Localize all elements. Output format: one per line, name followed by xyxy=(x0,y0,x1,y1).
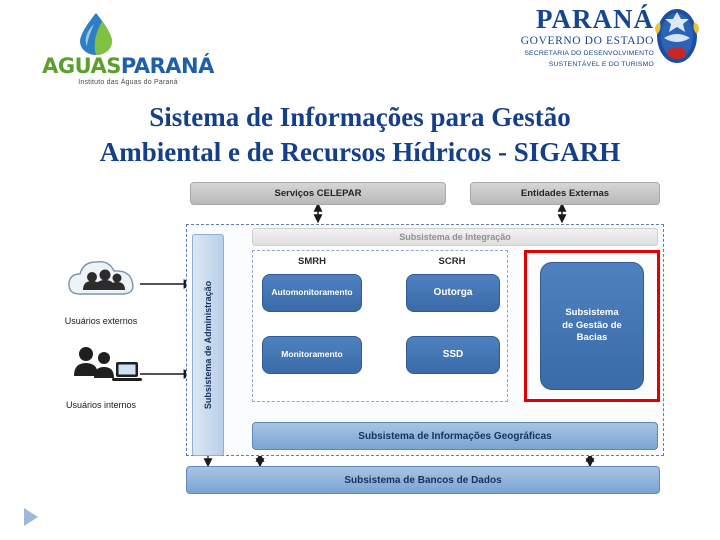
state-name: PARANÁ xyxy=(536,4,654,34)
entidades-externas-box[interactable] xyxy=(470,182,660,205)
subsistema-administracao-box[interactable] xyxy=(192,234,224,456)
sig-label: Subsistema de Informações Geográficas xyxy=(358,430,552,442)
subsistema-bancos-dados-box[interactable] xyxy=(186,466,660,494)
ssd-box[interactable] xyxy=(406,336,500,374)
monitoramento-box[interactable] xyxy=(262,336,362,374)
page-title xyxy=(0,100,720,169)
secretary-line-1: SECRETARIA DO DESENVOLVIMENTO xyxy=(524,50,654,57)
play-triangle-icon[interactable] xyxy=(24,508,38,526)
entidades-externas-label: Entidades Externas xyxy=(520,188,610,199)
monitoramento-label: Monitoramento xyxy=(281,349,343,360)
aguas-parana-logo xyxy=(28,10,228,88)
government-name: GOVERNO DO ESTADO xyxy=(520,35,654,47)
servicos-celepar-label: Serviços CELEPAR xyxy=(274,188,362,199)
subsistema-integracao-bar[interactable] xyxy=(252,228,658,246)
users-group-icon xyxy=(68,342,142,394)
smrh-group-label: SMRH xyxy=(298,256,326,267)
usuarios-externos-label: Usuários externos xyxy=(64,316,138,326)
servicos-celepar-box[interactable] xyxy=(190,182,446,205)
automonitoramento-box[interactable] xyxy=(262,274,362,312)
smrh-scrh-container xyxy=(252,250,508,402)
logo-subtitle: Instituto das Águas do Paraná xyxy=(78,79,178,86)
subsistema-administracao-label: Subsistema de Administração xyxy=(203,280,213,410)
sigarh-architecture-diagram xyxy=(0,174,720,504)
subsistema-gestao-bacias-label: Subsistema de Gestão de Bacias xyxy=(562,306,622,344)
outorga-label: Outorga xyxy=(433,287,473,299)
title-line-1: Sistema de Informações para Gestão xyxy=(149,102,571,132)
subsistema-integracao-label: Subsistema de Integração xyxy=(399,232,511,242)
bancos-dados-label: Subsistema de Bancos de Dados xyxy=(344,474,502,486)
outorga-box[interactable] xyxy=(406,274,500,312)
subsistema-gestao-bacias-box[interactable] xyxy=(540,262,644,390)
government-logo xyxy=(474,6,704,90)
title-line-2: Ambiental e de Recursos Hídricos - SIGARH xyxy=(99,136,621,167)
users-cloud-icon xyxy=(64,250,144,310)
logo-word-aguas: AGUAS xyxy=(42,54,121,78)
water-drop-leaf-icon xyxy=(76,12,116,56)
usuarios-internos-label: Usuários internos xyxy=(65,400,137,410)
parana-coat-of-arms-icon xyxy=(654,6,700,66)
scrh-group-label: SCRH xyxy=(438,256,466,267)
subsistema-informacoes-geograficas-box[interactable] xyxy=(252,422,658,450)
secretary-line-2: SUSTENTÁVEL E DO TURISMO xyxy=(548,61,654,69)
automonitoramento-label: Automonitoramento xyxy=(271,287,353,298)
logo-wordmark xyxy=(28,54,228,86)
ssd-label: SSD xyxy=(442,349,464,361)
logo-word-parana: PARANÁ xyxy=(120,54,214,78)
